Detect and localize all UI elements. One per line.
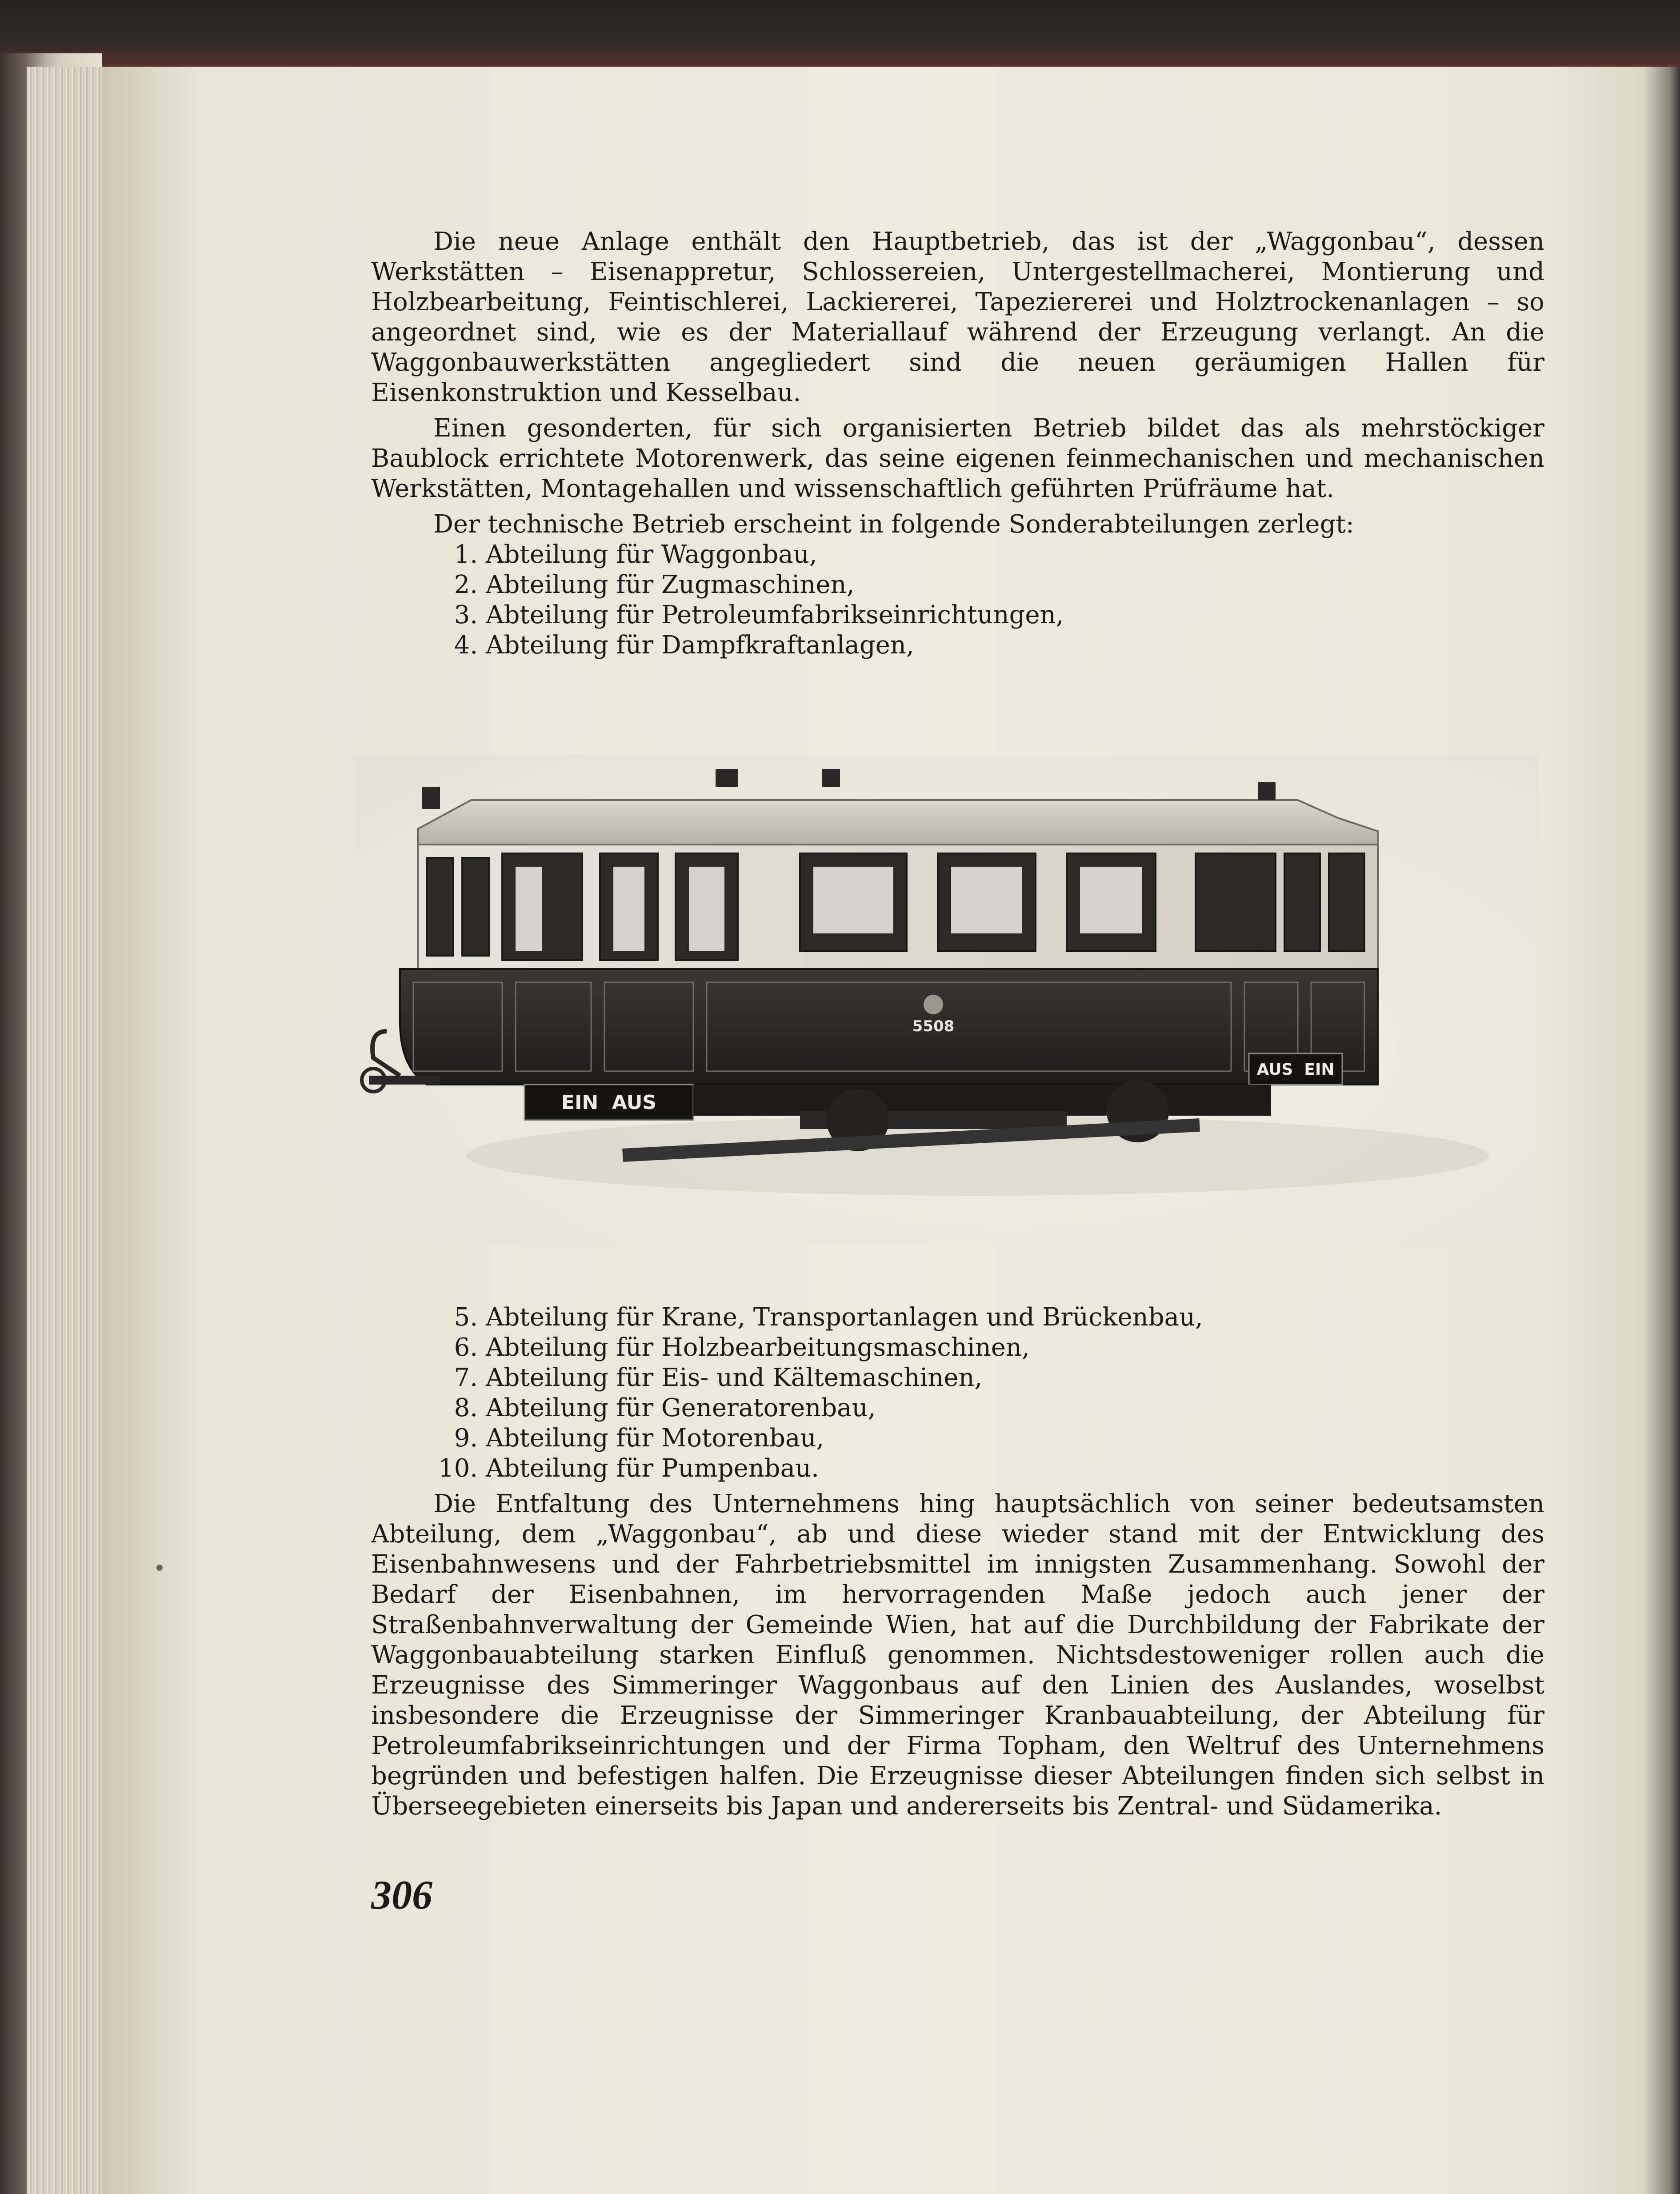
list-item: 9. Abteilung für Motorenbau, bbox=[454, 1424, 824, 1453]
book-cover-top bbox=[0, 0, 1680, 67]
rear-door-sign: AUS EIN bbox=[1256, 1061, 1335, 1079]
tram-car-illustration bbox=[356, 756, 1538, 1245]
page-speck bbox=[156, 1565, 163, 1571]
front-door-sign: EIN AUS bbox=[561, 1091, 657, 1114]
list-item: 6. Abteilung für Holzbearbeitungsmaschinen, bbox=[454, 1333, 1030, 1362]
list-item: 10. Abteilung für Pumpenbau. bbox=[438, 1454, 819, 1483]
paragraph-2: Einen gesonderten, für sich organisierten Betrieb bildet das als mehrstöckiger Baublock errichtete Motorenwerk, das seine eigenen feinmechanischen und mechanischen Werkstätten, Montagehallen und wissenschaftlich geführten Prüfräume hat. bbox=[371, 414, 1544, 503]
top-text-block bbox=[371, 227, 1544, 661]
list-item: 2. Abteilung für Zugmaschinen, bbox=[454, 570, 855, 599]
list-item: 7. Abteilung für Eis- und Kältemaschinen, bbox=[454, 1363, 983, 1392]
page-number: 306 bbox=[371, 1872, 432, 1918]
list-item: 4. Abteilung für Dampfkraftanlagen, bbox=[454, 631, 914, 660]
paragraph-4: Die Entfaltung des Unternehmens hing hauptsächlich von seiner bedeutsamsten Abteilung, dem „Waggonbau“, ab und diese wieder stand mit der Entwicklung des Eisenbahnwesens und der Fahrbetriebsmittel im innigsten Zusammenhang. Sowohl der Bedarf der Eisenbahnen, im hervorragenden Maße jedoch auch jener der Straßenbahnverwaltung der Gemeinde Wien, hat auf die Durchbildung der Fabrikate der Waggonbauabteilung starken Einfluß genommen. Nichtsdestoweniger rollen auch die Erzeugnisse des Simmeringer Waggonbaus auf den Linien des Auslandes, woselbst insbesondere die Erzeugnisse der Simmeringer Kranbauabteilung, der Abteilung für Petroleumfabrikseinrichtungen und der Firma Topham, den Weltruf des Unternehmens begründen und befestigen halfen. Die Erzeugnisse dieser Abteilungen finden sich selbst in Überseegebieten einerseits bis Japan und andererseits bis Zentral- und Südamerika. bbox=[371, 1489, 1544, 1821]
coupler-icon bbox=[369, 1076, 440, 1085]
list-item: 8. Abteilung für Generatorenbau, bbox=[454, 1393, 876, 1422]
department-list-bottom bbox=[371, 1302, 1544, 1484]
list-item: 3. Abteilung für Petroleumfabrikseinrichtungen, bbox=[454, 601, 1064, 629]
list-item: 1. Abteilung für Waggonbau, bbox=[454, 540, 817, 569]
car-number: 5508 bbox=[912, 1017, 955, 1035]
page-edges bbox=[27, 67, 111, 2194]
bottom-text-block bbox=[371, 1302, 1544, 1822]
roof-lamp-icon bbox=[716, 769, 738, 787]
emblem-icon bbox=[924, 995, 943, 1014]
paragraph-3: Der technische Betrieb erscheint in folgende Sonderabteilungen zerlegt: bbox=[433, 510, 1354, 539]
roof-lamp-icon bbox=[422, 787, 440, 809]
tram-car-photograph bbox=[356, 756, 1538, 1245]
department-list-top bbox=[371, 540, 1544, 661]
paragraph-1: Die neue Anlage enthält den Hauptbetrieb, das ist der „Waggonbau“, dessen Werkstätten – Eisenappretur, Schlossereien, Untergestellmacherei, Montierung und Holzbearbeitung, Feintischlerei, Lackiererei, Tapeziererei und Holztrockenanlagen – so angeordnet sind, wie es der Materiallauf während der Erzeugung verlangt. An die Waggonbauwerkstätten angegliedert sind die neuen geräumigen Hallen für Eisenkonstruktion und Kesselbau. bbox=[371, 227, 1544, 407]
list-item: 5. Abteilung für Krane, Transportanlagen und Brückenbau, bbox=[454, 1303, 1203, 1332]
page-right-edge bbox=[1644, 67, 1680, 2194]
